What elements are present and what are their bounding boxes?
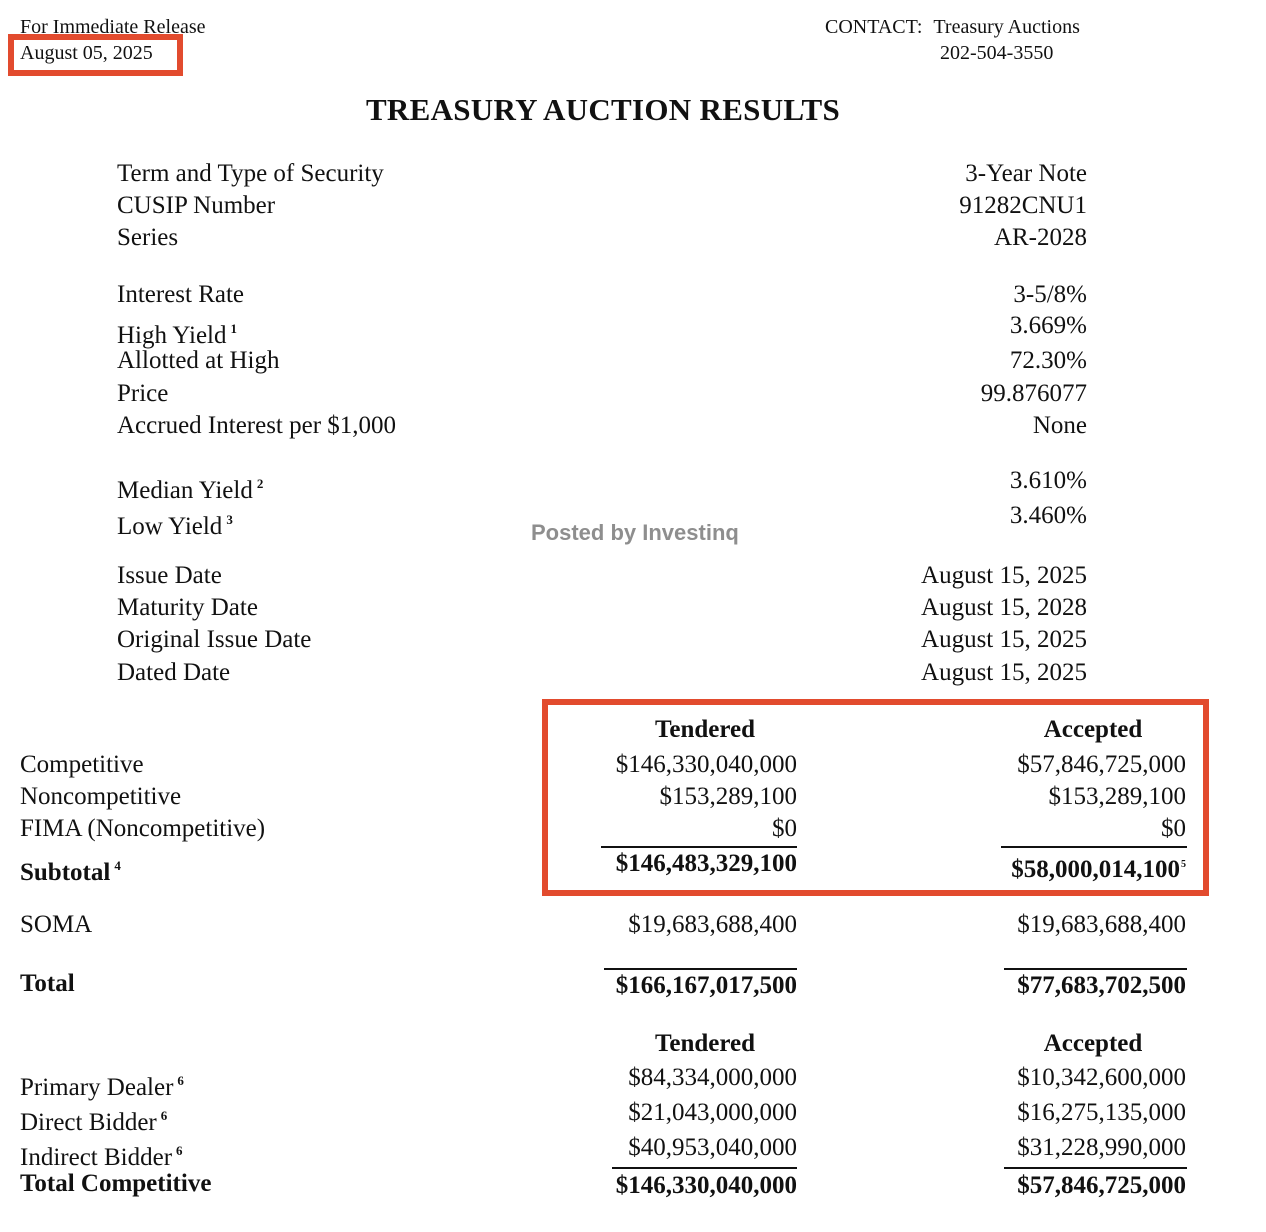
label-accrued: Accrued Interest per $1,000 [117, 412, 397, 439]
label-median-yield [117, 468, 263, 507]
footnote-ref: 4 [114, 858, 121, 873]
footnote-ref: 2 [256, 476, 264, 491]
value-cusip: 91282CNU1 [959, 192, 1087, 219]
watermark: Posted by Investinq [531, 520, 739, 545]
tendered-noncompetitive: $153,289,100 [659, 783, 797, 810]
accepted-noncompetitive: $153,289,100 [1048, 783, 1186, 810]
tendered-direct-bidder: $21,043,000,000 [628, 1099, 797, 1126]
accepted-competitive: $57,846,725,000 [1017, 751, 1186, 778]
label-low-yield-text: Low Yield [117, 513, 223, 540]
accepted-subtotal [1011, 849, 1186, 886]
tendered-indirect-bidder: $40,953,040,000 [628, 1134, 797, 1161]
footnote-ref: 6 [176, 1143, 183, 1158]
tendered-total-competitive: $146,330,040,000 [615, 1172, 797, 1199]
bids-accepted-header: Accepted [1043, 716, 1143, 743]
value-dated-date: August 15, 2025 [921, 659, 1087, 686]
label-fima: FIMA (Noncompetitive) [20, 815, 266, 842]
release-label: For Immediate Release [20, 16, 206, 38]
label-total: Total [20, 970, 75, 997]
contact-name: Treasury Auctions [933, 16, 1080, 38]
tendered-primary-dealer: $84,334,000,000 [628, 1064, 797, 1091]
label-noncompetitive: Noncompetitive [20, 783, 182, 810]
footnote-ref: 6 [160, 1108, 168, 1123]
label-issue-date: Issue Date [117, 562, 222, 589]
value-price: 99.876077 [980, 380, 1087, 407]
label-low-yield [117, 504, 233, 543]
label-median-yield-text: Median Yield [117, 477, 253, 504]
footnote-ref: 5 [1181, 859, 1186, 870]
accepted-total: $77,683,702,500 [1017, 972, 1186, 999]
competitive-rule-tendered [612, 1167, 797, 1169]
footnote-ref: 1 [230, 321, 237, 336]
contact [825, 14, 1080, 40]
value-interest-rate: 3-5/8% [1013, 281, 1087, 308]
release-date: August 05, 2025 [20, 42, 153, 64]
tendered-subtotal: $146,483,329,100 [615, 850, 797, 877]
label-primary-dealer-text: Primary Dealer [20, 1074, 174, 1101]
label-subtotal [20, 850, 121, 889]
label-maturity-date: Maturity Date [117, 594, 258, 621]
value-accrued: None [1032, 412, 1087, 439]
bids-tendered-header: Tendered [654, 716, 756, 743]
accepted-total-competitive: $57,846,725,000 [1017, 1172, 1186, 1199]
value-issue-date: August 15, 2025 [921, 562, 1087, 589]
bidders-accepted-header: Accepted [1043, 1030, 1143, 1057]
label-indirect-bidder-text: Indirect Bidder [20, 1144, 173, 1171]
value-maturity-date: August 15, 2028 [921, 594, 1087, 621]
label-soma: SOMA [20, 911, 93, 938]
competitive-rule-accepted [1004, 1167, 1187, 1169]
contact-label: CONTACT: [825, 16, 923, 38]
label-total-competitive: Total Competitive [20, 1170, 212, 1197]
label-direct-bidder-text: Direct Bidder [20, 1109, 157, 1136]
tendered-total: $166,167,017,500 [615, 972, 797, 999]
label-primary-dealer [20, 1065, 184, 1104]
value-term: 3-Year Note [965, 160, 1087, 187]
label-term: Term and Type of Security [117, 160, 384, 187]
subtotal-rule-accepted [1001, 846, 1187, 848]
label-interest-rate: Interest Rate [117, 281, 245, 308]
value-low-yield: 3.460% [1009, 502, 1087, 529]
footnote-ref: 6 [177, 1073, 184, 1088]
tendered-competitive: $146,330,040,000 [615, 751, 797, 778]
page-title: TREASURY AUCTION RESULTS [365, 92, 841, 127]
label-allotted: Allotted at High [117, 347, 280, 374]
label-competitive: Competitive [20, 751, 144, 778]
label-original-issue-date: Original Issue Date [117, 626, 312, 653]
accepted-fima: $0 [1161, 815, 1186, 842]
tendered-soma: $19,683,688,400 [628, 911, 797, 938]
value-series: AR-2028 [993, 224, 1087, 251]
footnote-ref: 3 [226, 512, 233, 527]
label-series: Series [117, 224, 179, 251]
accepted-subtotal-value: $58,000,014,100 [1011, 856, 1180, 883]
value-median-yield: 3.610% [1009, 467, 1087, 494]
tendered-fima: $0 [772, 815, 797, 842]
accepted-direct-bidder: $16,275,135,000 [1017, 1099, 1186, 1126]
accepted-soma: $19,683,688,400 [1017, 911, 1186, 938]
value-original-issue-date: August 15, 2025 [921, 626, 1087, 653]
label-price: Price [117, 380, 169, 407]
value-allotted: 72.30% [1009, 347, 1087, 374]
label-high-yield-text: High Yield [117, 322, 227, 349]
accepted-primary-dealer: $10,342,600,000 [1017, 1064, 1186, 1091]
bidders-tendered-header: Tendered [654, 1030, 756, 1057]
label-dated-date: Dated Date [117, 659, 231, 686]
label-cusip: CUSIP Number [117, 192, 276, 219]
label-direct-bidder [20, 1100, 167, 1139]
value-high-yield: 3.669% [1009, 312, 1087, 339]
label-subtotal-text: Subtotal [20, 859, 111, 886]
contact-phone: 202-504-3550 [940, 42, 1054, 64]
accepted-indirect-bidder: $31,228,990,000 [1017, 1134, 1186, 1161]
